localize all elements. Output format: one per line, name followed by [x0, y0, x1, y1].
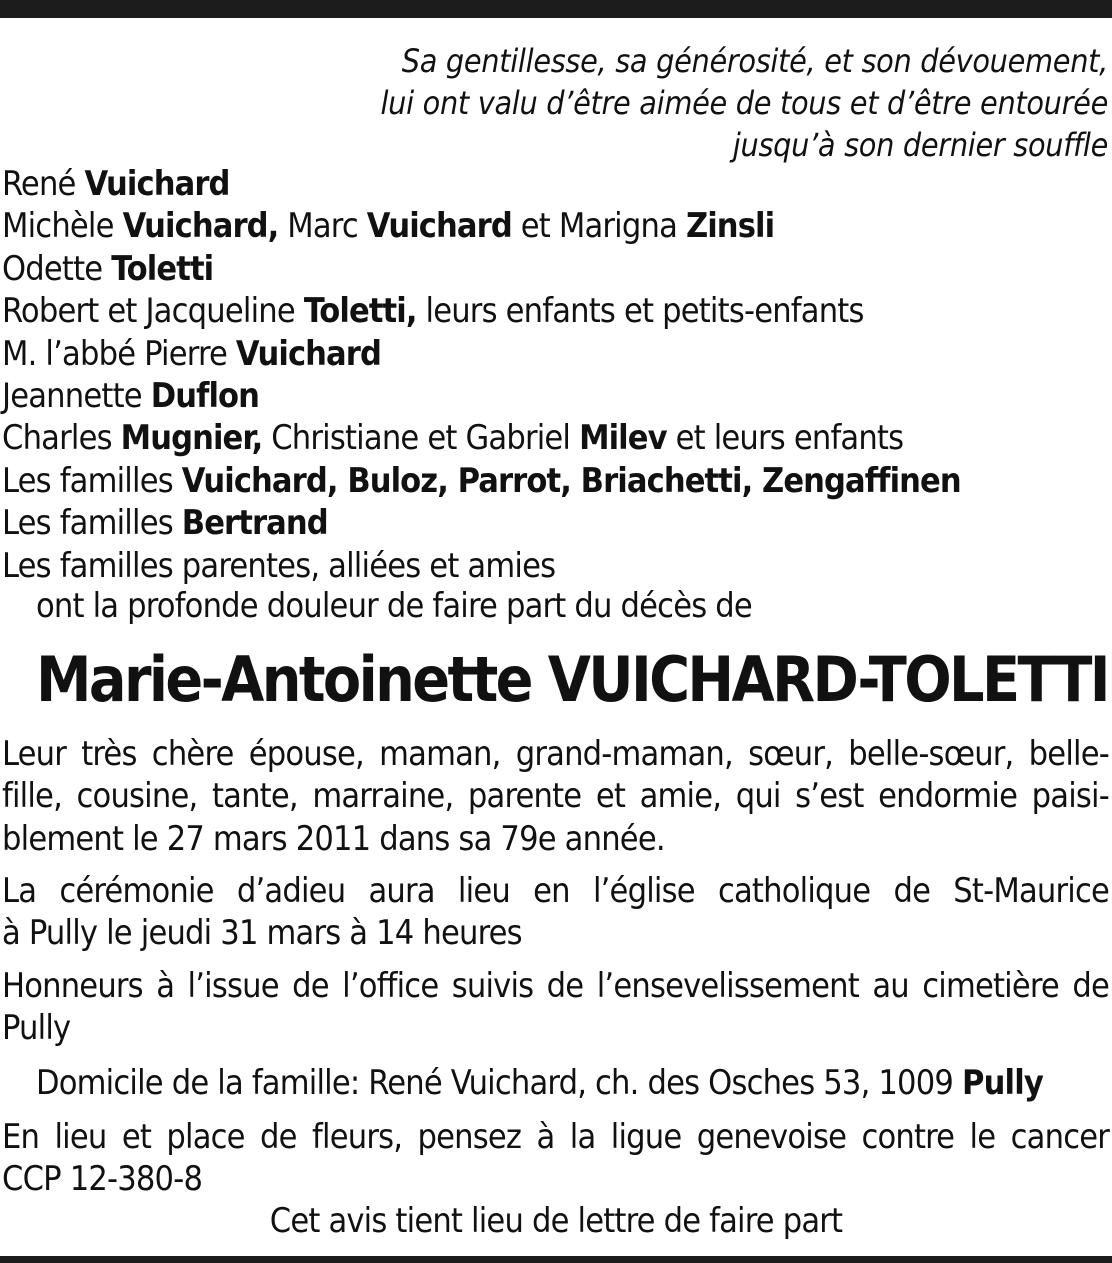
family-text: Odette [2, 248, 112, 289]
family-line [2, 460, 961, 502]
family-line [2, 290, 961, 332]
family-line [2, 333, 961, 375]
family-surname: Toletti, [303, 291, 417, 332]
family-surname: Milev [579, 418, 667, 459]
family-line [2, 205, 961, 247]
address-city: Pully [961, 1063, 1044, 1103]
quote-line: Sa gentillesse, sa générosité, et son dévouement, [401, 42, 1108, 80]
family-text: Charles [2, 418, 121, 459]
family-text: et leurs enfants [666, 418, 904, 459]
paragraph-line: En lieu et place de fleurs, pensez à la ligue genevoise contre le cancer [2, 1117, 1109, 1157]
paragraph-line: Honneurs à l’issue de l’office suivis de l’ensevelissement au cimetière de [2, 966, 1109, 1006]
donation-paragraph [2, 1116, 1109, 1201]
epigraph-quote [208, 40, 1108, 166]
address-text: Domicile de la famille: René Vuichard, ch. des Osches 53, 1009 [36, 1063, 962, 1103]
ceremony-paragraph [2, 870, 1109, 955]
paragraph-line: Pully [2, 1008, 71, 1049]
family-surname: Duflon [150, 376, 260, 417]
bottom-rule [0, 1256, 1112, 1263]
relationship-paragraph [2, 733, 1109, 860]
top-rule [0, 0, 1112, 18]
deceased-name: Marie-Antoinette VUICHARD-TOLETTI [36, 643, 1108, 716]
announcement-intro: ont la profonde douleur de faire part du décès de [36, 586, 752, 626]
family-surname: Vuichard [84, 164, 230, 204]
paragraph-line: La cérémonie d’adieu aura lieu en l’église catholique de St-Maurice [2, 871, 1109, 911]
family-surname: Vuichard, [122, 206, 279, 247]
family-surname: Toletti [111, 248, 214, 289]
family-text: et Marigna [511, 206, 686, 247]
family-line [2, 163, 961, 205]
family-text: Jeannette [2, 376, 151, 417]
family-surname: Vuichard [366, 206, 512, 247]
quote-line: lui ont valu d’être aimée de tous et d’être entourée [380, 84, 1108, 122]
family-text: leurs enfants et petits-enfants [416, 291, 864, 332]
paragraph-line: CCP 12-380-8 [2, 1159, 203, 1200]
family-surname: Mugnier, [120, 418, 263, 459]
family-line [2, 375, 961, 417]
family-surname: Zinsli [685, 206, 775, 247]
family-text: Robert et Jacqueline [2, 291, 304, 332]
family-text: Michèle [2, 206, 123, 247]
family-surname: Vuichard, Buloz, Parrot, Briachetti, Zengaffinen [181, 460, 961, 501]
family-text: Les familles parentes, alliées et amies [2, 545, 556, 586]
paragraph-line: blement le 27 mars 2011 dans sa 79e année. [2, 818, 665, 859]
paragraph-line: à Pully le jeudi 31 mars à 14 heures [2, 913, 522, 954]
family-line [2, 417, 961, 459]
paragraph-line: Leur très chère épouse, maman, grand-maman, sœur, belle-sœur, belle- [2, 734, 1109, 774]
closing-note: Cet avis tient lieu de lettre de faire part [269, 1201, 843, 1241]
family-list [2, 163, 961, 587]
family-text: Les familles [2, 460, 182, 501]
paragraph-line: fille, cousine, tante, marraine, parente et amie, qui s’est endormie paisi- [2, 776, 1109, 817]
family-text: Marc [278, 206, 367, 247]
quote-line: jusqu’à son dernier souffle [732, 126, 1108, 164]
family-text: René [2, 164, 85, 204]
family-line [2, 248, 961, 290]
family-text: Les familles [2, 503, 182, 544]
family-text: M. l’abbé Pierre [2, 333, 236, 374]
family-address [36, 1062, 1043, 1104]
family-text: Christiane et Gabriel [262, 418, 580, 459]
family-line [2, 545, 961, 587]
family-surname: Vuichard [235, 333, 381, 374]
family-line [2, 502, 961, 544]
burial-paragraph [2, 965, 1109, 1050]
family-surname: Bertrand [181, 503, 328, 544]
